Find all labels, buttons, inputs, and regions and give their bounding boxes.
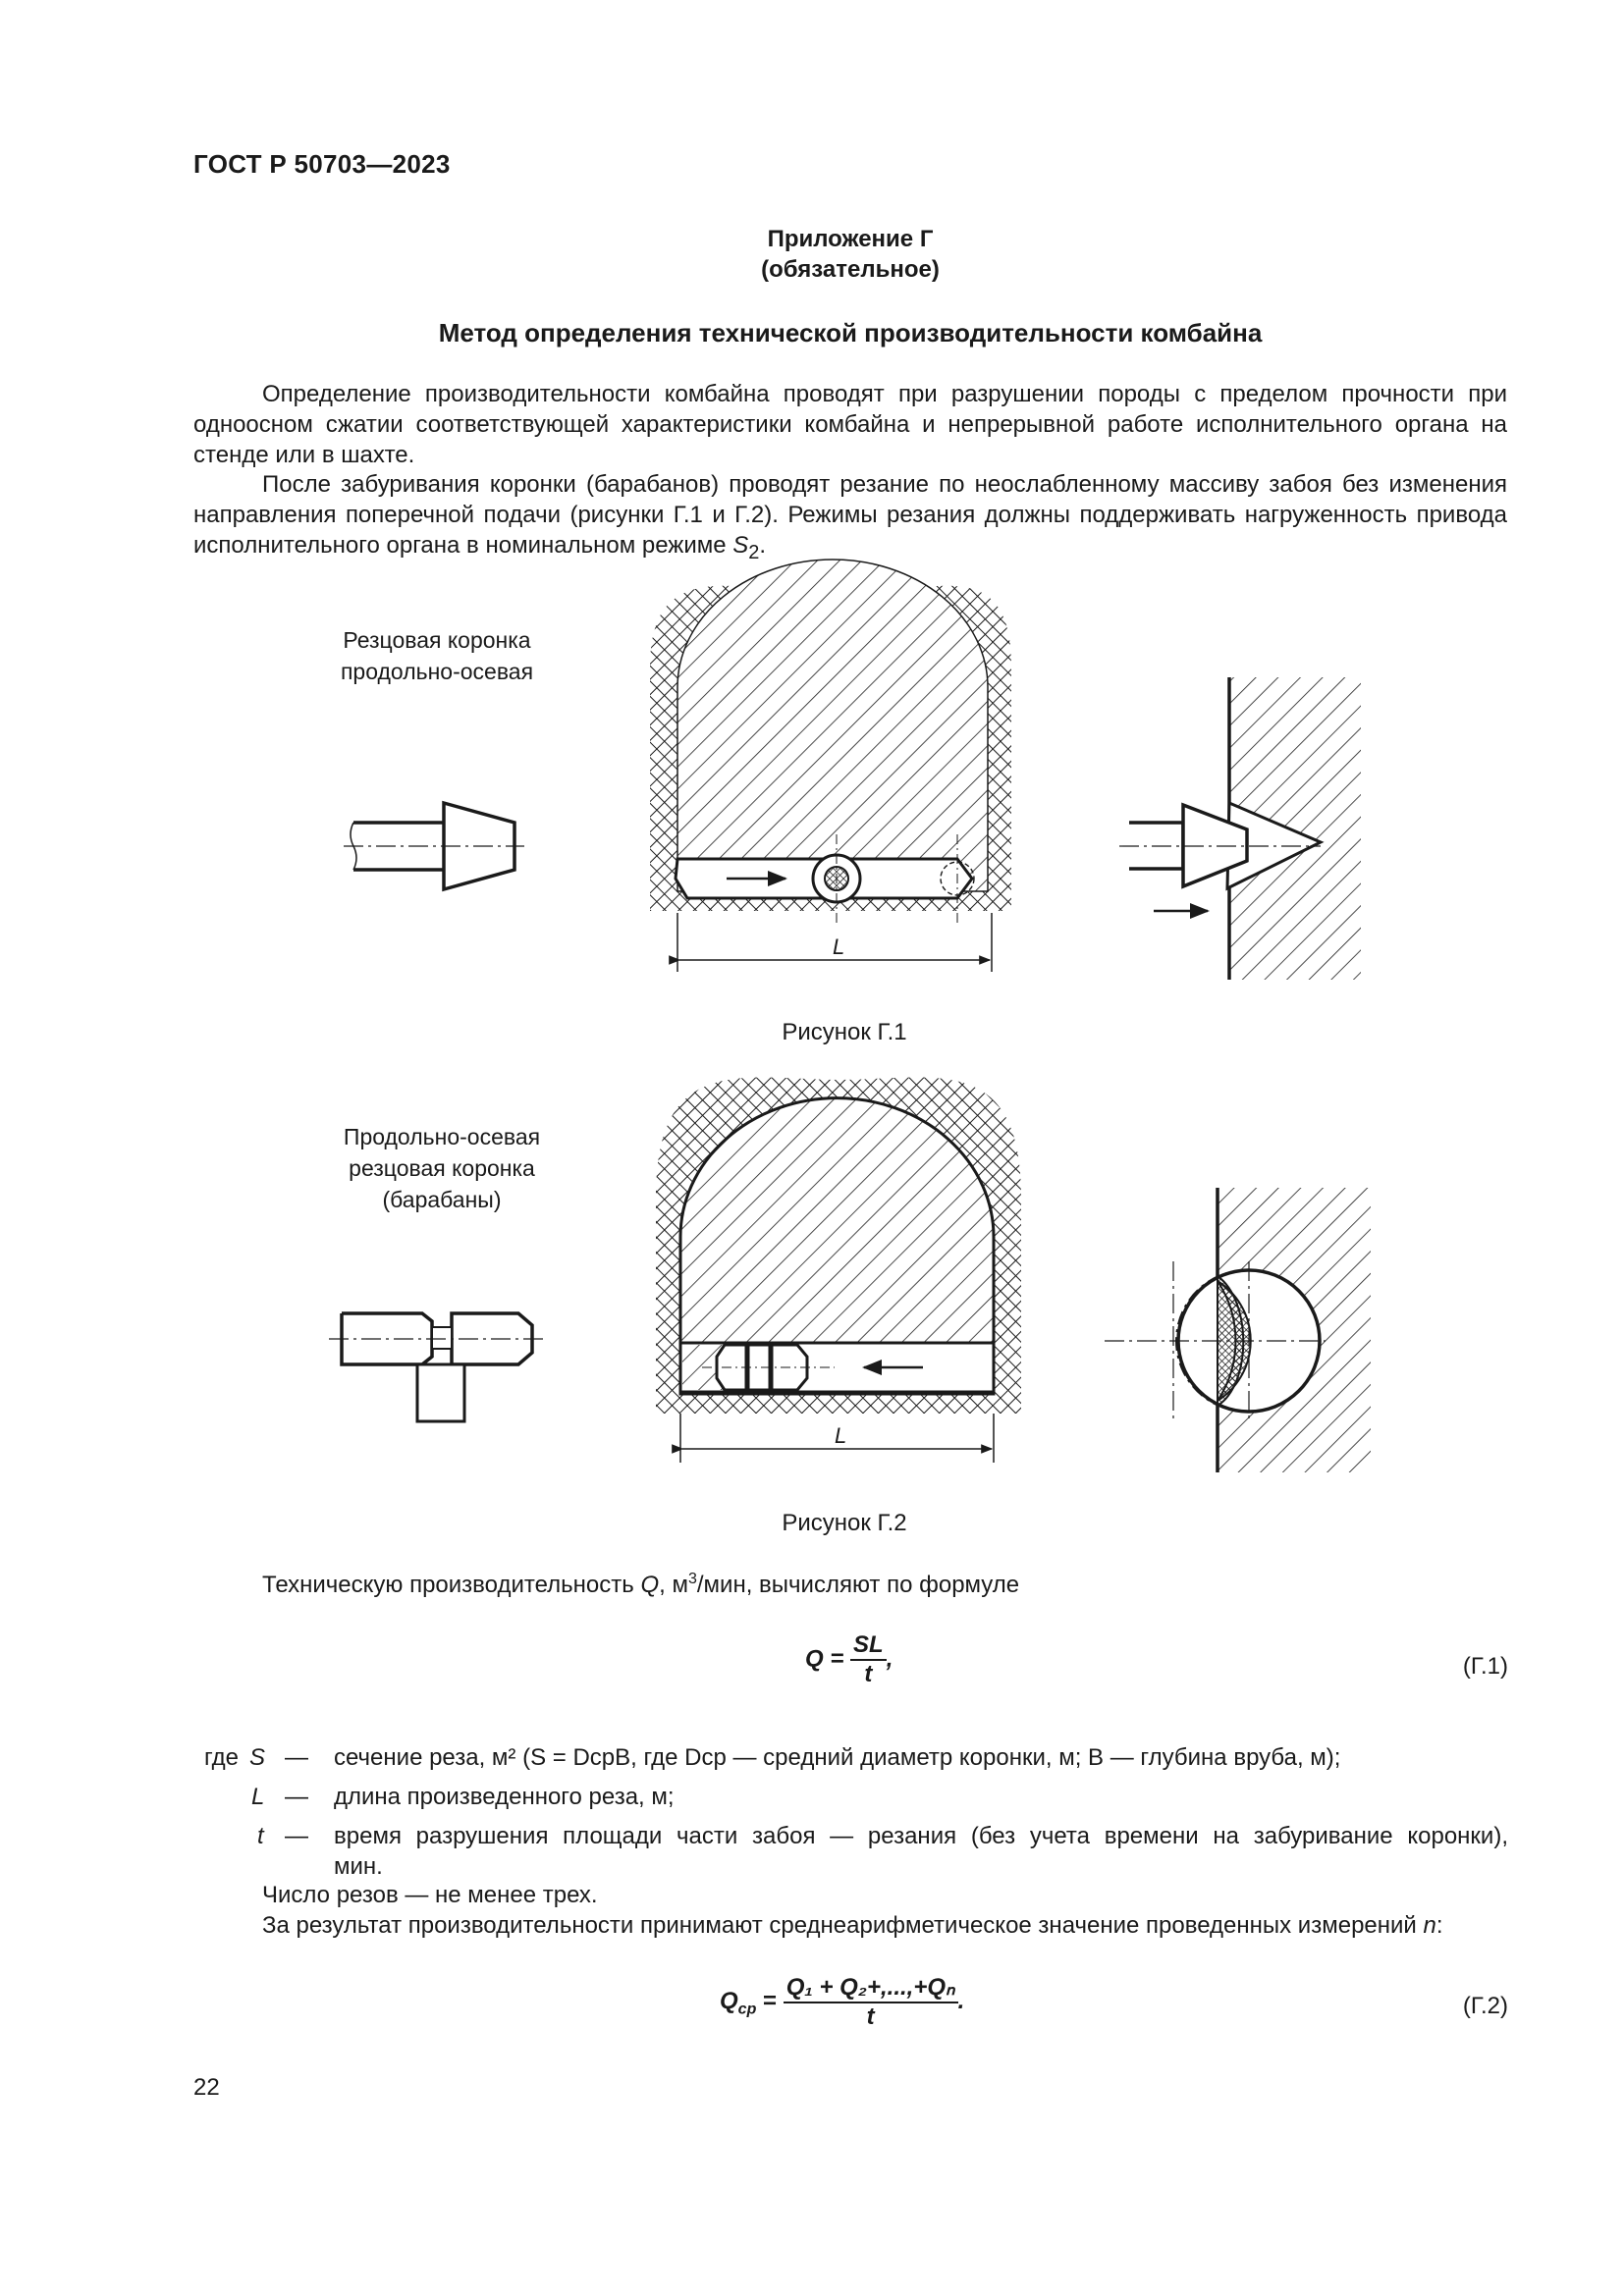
figure-2-label [314, 1121, 569, 1215]
unit-text: , м [659, 1572, 688, 1598]
paragraph-2-text: После забуривания коронки (барабанов) проводят резание по неослабленному массиву забоя без изменения направления поперечной подачи (рисунки Г.1 и Г.2). Режимы резания должны поддерживать нагруженность привода исполнительного органа в номинальном режиме [193, 471, 1507, 559]
variable-n: n [1423, 1912, 1436, 1939]
formula-g2 [720, 1973, 964, 2031]
page-number: 22 [193, 2074, 220, 2101]
equation-number-g2: (Г.2) [1462, 1993, 1508, 2019]
cuts-count-note: Число резов — не менее трех. [262, 1882, 598, 1908]
result-note-text: За результат производительности принимают среднеарифметическое значение проведенных измерений [262, 1912, 1424, 1939]
equation-number-g1: (Г.1) [1462, 1653, 1508, 1680]
formula-g1-lhs: Q = [805, 1645, 844, 1673]
figure-2-label-line-2: резцовая коронка [349, 1155, 535, 1181]
where-symbol-l: L [251, 1784, 265, 1810]
figure-2-label-line-1: Продольно-осевая [343, 1124, 541, 1149]
figure-2-label-line-3: (барабаны) [382, 1187, 502, 1212]
subscript-2: 2 [748, 541, 760, 563]
figure-1-caption: Рисунок Г.1 [782, 1019, 907, 1045]
where-list [204, 1742, 1510, 1882]
variable-s: S [732, 532, 749, 559]
figure-1-label-line-2: продольно-осевая [340, 659, 534, 684]
figure-2-dimension-l: L [835, 1423, 847, 1448]
figure-2-caption: Рисунок Г.2 [782, 1510, 907, 1536]
where-dash: — [285, 1744, 308, 1771]
period: . [759, 532, 767, 559]
cutter-head-longitudinal-icon [344, 803, 524, 889]
superscript-3: 3 [687, 1571, 697, 1587]
figure-1-label-line-1: Резцовая коронка [343, 627, 531, 653]
formula-g2-denominator: t [866, 2003, 875, 2030]
drum-cutter-icon [329, 1313, 545, 1421]
formula-g1 [805, 1631, 893, 1688]
formula-g1-fraction [850, 1631, 887, 1688]
face-cross-section-1 [650, 560, 1011, 972]
document-header: ГОСТ Р 50703—2023 [193, 149, 451, 179]
figure-1-dimension-l: L [833, 934, 845, 959]
formula-g2-fraction [784, 1973, 958, 2031]
appendix-status: (обязательное) [761, 256, 940, 283]
cutting-side-view-2 [1105, 1188, 1371, 1472]
formula-g2-lhs: Q [720, 1987, 738, 2014]
formula-g1-denominator: t [864, 1661, 873, 1687]
cutting-side-view-1 [1119, 677, 1361, 980]
formula-g2-tail: . [957, 1987, 965, 2014]
formula-intro-end: /мин, вычисляют по формуле [696, 1572, 1020, 1598]
formula-g2-lhs-sub: ср [737, 2001, 757, 2018]
formula-g1-numerator: SL [850, 1631, 887, 1661]
result-note [262, 1912, 1443, 1940]
paragraph-1-text: Определение производительности комбайна проводят при разрушении породы с пределом прочности при одноосном сжатии соответствующей характеристики комбайна и непрерывной работе исполнительного органа на стенде или в шахте. [193, 381, 1507, 468]
where-symbol-t: t [257, 1823, 264, 1849]
appendix-name: Приложение Г [767, 226, 934, 252]
where-text-t-line-1: время разрушения площади части забоя — резания (без учета времени на забуривание коронки), [334, 1823, 1508, 1849]
where-text-t-line-2: мин. [334, 1853, 383, 1880]
where-prefix: где [204, 1744, 240, 1771]
formula-g1-tail: , [886, 1645, 893, 1673]
formula-g2-numerator: Q₁ + Q₂+,...,+Qₙ [784, 1973, 958, 2003]
where-item-s [204, 1742, 1510, 1773]
formula-intro-text: Техническую производительность [262, 1572, 641, 1598]
where-text-s: сечение реза, м² (S = DсрB, где Dср — средний диаметр коронки, м; B — глубина вруба, м); [334, 1744, 1341, 1771]
where-symbol-s: S [249, 1744, 266, 1771]
formula-intro [262, 1571, 1019, 1599]
colon: : [1435, 1912, 1443, 1939]
formula-g2-eq: = [763, 1987, 778, 2014]
face-cross-section-2 [656, 1078, 1021, 1463]
section-title: Метод определения технической производительности комбайна [438, 318, 1263, 347]
where-item-l [204, 1782, 1510, 1812]
where-text-l: длина произведенного реза, м; [334, 1784, 675, 1810]
where-item-t [204, 1821, 1510, 1882]
where-dash: — [285, 1823, 308, 1849]
where-dash: — [285, 1784, 308, 1810]
variable-q: Q [640, 1572, 660, 1598]
